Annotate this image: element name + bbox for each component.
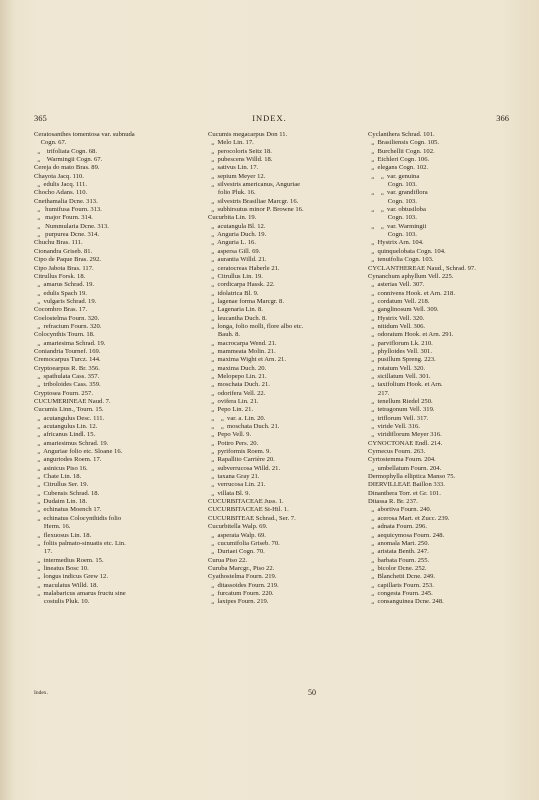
index-entry: Dinanthera Torr. et Gr. 101. (368, 489, 441, 497)
index-entry: 217. (368, 389, 390, 397)
index-entry: „ anguriodes Roem. 17. (34, 456, 102, 464)
index-entry: „ nitidum Vell. 306. (368, 322, 426, 330)
index-entry: „ acerosa Mart. et Zucc. 239. (368, 514, 450, 522)
index-entry: „ purpurea Dcne. 314. (34, 231, 99, 239)
index-entry: Ditassa R. Br. 237. (368, 498, 418, 506)
index-entry: „ intermedius Roem. 15. (34, 556, 104, 564)
index-entry: „ taxana Gray 21. (208, 473, 260, 481)
page-number-left: 365 (34, 113, 47, 123)
index-entry: „ longus indicus Grew 12. (34, 573, 108, 581)
index-entry: „ pusillum Spreng. 223. (368, 356, 436, 364)
index-entry: Coelostelma Fourn. 320. (34, 314, 100, 322)
index-entry: „ ovifera Lin. 21. (208, 398, 259, 405)
index-entry: „ quinquelobata Cogn. 104. (368, 247, 446, 255)
index-entry: „ trifoliata Cogn. 68. (34, 147, 97, 155)
index-entry: „ lagenae forma Marcgr. 8. (208, 297, 284, 305)
index-entry: „ refractum Fourn. 320. (34, 322, 102, 330)
index-entry: „ edulis Spach 19. (34, 289, 87, 297)
index-entry: „ villata Bl. 9. (208, 489, 251, 497)
index-entry: „ Duriaei Cogn. 70. (208, 548, 265, 556)
index-entry: „ laxipes Fourn. 219. (208, 598, 269, 606)
index-entry: Cogn. 103. (368, 197, 417, 205)
index-entry: „ amarus Schrad. 19. (34, 281, 95, 289)
index-entry: „ flexuosus Lin. 18. (34, 531, 92, 539)
index-entry: „ „ var. a. Lin. 20. (208, 414, 266, 422)
index-entry: folio Pluk. 16. (208, 189, 256, 197)
index-entry: Ceratosanthes tomentosa var. subnuda (34, 131, 135, 138)
index-entry: „ anomala Mart. 250. (368, 539, 430, 547)
index-entry: „ Nummularia Dcne. 313. (34, 222, 109, 230)
page-title: INDEX. (252, 113, 287, 123)
index-entry: „ sepium Meyer 12. (208, 172, 266, 180)
index-entry: „ bicolor Dcne. 252. (368, 564, 427, 572)
index-entry: „ furcatum Fourn. 220. (208, 589, 274, 597)
index-entry: „ triflorum Vell. 317. (368, 414, 429, 422)
index-entry: „ Eichleri Cogn. 106. (368, 156, 430, 164)
index-entry: „ Rapallito Carrière 20. (208, 456, 275, 464)
index-entry: „ maculatus Willd. 18. (34, 581, 99, 589)
index-entry: Curua Piso 22. (208, 556, 248, 564)
index-entry: „ Pepo Vell. 9. (208, 431, 252, 439)
index-entry: „ rotatum Vell. 320. (368, 364, 426, 372)
index-entry: „ aurantia Willd. 21. (208, 256, 267, 264)
index-entry: „ pyriformis Roem. 9. (208, 448, 271, 456)
index-entry: Cipo de Paque Bras. 292. (34, 256, 102, 264)
index-entry: „ cucumifolia Griseb. 70. (208, 539, 280, 547)
index-entry: Cyclanthera Schrad. 101. (368, 131, 435, 138)
index-entry: Cyrnecus Fourn. 263. (368, 448, 426, 456)
index-entry: „ Hystrix Arn. 104. (368, 239, 424, 247)
index-entry: „ echinatus Colocynthidis folio (34, 514, 122, 522)
index-entry: „ tenellum Riedel 250. (368, 398, 433, 405)
index-entry: 17. (34, 548, 53, 556)
index-entry: „ odoratum Hook. et Arn. 291. (368, 331, 454, 339)
index-entry: Herm. 16. (34, 523, 71, 531)
index-entry: Cionandra Griseb. 81. (34, 247, 93, 255)
index-entry: „ ganglinosum Vell. 309. (368, 306, 439, 314)
index-entry: Cucurbitella Walp. 69. (208, 523, 268, 531)
index-entry: „ capillaris Fourn. 253. (368, 581, 434, 589)
index-entry: Cogn. 103. (368, 181, 417, 189)
index-entry: „ Brasiliensis Cogn. 105. (368, 139, 440, 147)
index-entry: „ parviflorum Lk. 210. (368, 339, 433, 347)
index-entry: „ Melopepo Lin. 21. (208, 372, 267, 380)
index-entry: „ subverrucosa Willd. 21. (208, 464, 281, 472)
index-entry: „ aristata Benth. 247. (368, 548, 429, 556)
index-entry: „ moschata Duch. 21. (208, 381, 270, 389)
index-entry: „ Potiro Pers. 20. (208, 439, 259, 447)
index-entry: „ foliis palmato-sinuatis etc. Lin. (34, 539, 126, 547)
index-entry: „ macrocarpa Wend. 21. (208, 339, 277, 347)
index-entry: „ Lagenaria Lin. 8. (208, 306, 263, 314)
index-entry: „ Dudaim Lin. 18. (34, 498, 88, 506)
index-entry: „ silvestris Brasiliae Marcgr. 16. (208, 197, 299, 205)
index-entry: „ Anguria L. 16. (208, 239, 256, 247)
index-entry: „ echinatus Moench 17. (34, 506, 102, 514)
index-entry: „ edulis Jacq. 111. (34, 181, 87, 189)
index-entry: Bauh. 8. (208, 331, 241, 339)
index-entry: „ connivens Hook. et Arn. 218. (368, 289, 455, 297)
index-entry: Cucumis megacarpus Don 11. (208, 131, 288, 138)
index-entry: Chayota Jacq. 110. (34, 172, 84, 180)
index-entry: „ consanguinea Dcne. 248. (368, 598, 444, 606)
index-entry: „ triboloides Cass. 359. (34, 381, 101, 389)
index-entry: „ phylloides Vell. 301. (368, 347, 432, 355)
index-entry: „ silvestris americanus, Anguriae (208, 181, 301, 189)
index-entry: „ Burchellii Cogn. 102. (368, 147, 435, 155)
index-entry: CYCLANTHEREAE Naud., Schrad. 97. (368, 264, 476, 272)
index-entry: „ humifusa Fourn. 313. (34, 206, 102, 214)
index-entry: „ malabaricus amarus fructu sine (34, 589, 126, 597)
index-entry: Cnethamalia Dcne. 313. (34, 197, 98, 205)
index-entry: „ odorifera Vell. 22. (208, 389, 266, 397)
index-entry: „ africanus Lindl. 15. (34, 431, 96, 439)
index-entry: „ Pepo Lin. 21. (208, 406, 254, 414)
index-entry: „ lineatus Bosc 10. (34, 564, 89, 572)
signature-mark: Index. (34, 690, 48, 696)
index-entry: Citrullus Forsk. 18. (34, 272, 86, 280)
index-entry: Cyathostelma Fourn. 219. (208, 573, 277, 581)
index-entry: „ longa, folio molli, flore albo etc. (208, 322, 304, 330)
index-entry: „ asterias Vell. 307. (368, 281, 425, 289)
page-number-right: 366 (496, 113, 509, 123)
index-entry: Chocho Adans. 110. (34, 189, 88, 197)
index-entry: „ Melo Lin. 17. (208, 139, 254, 147)
index-entry: CUCURBITACEAE St-Hil. 1. (208, 506, 289, 514)
index-entry: „ maxima Wight et Arn. 21. (208, 356, 286, 364)
index-entry: „ maxima Duch. 20. (208, 364, 267, 372)
index-entry: „ pubescens Willd. 18. (208, 156, 273, 164)
index-entry: „ congesta Fourn. 245. (368, 589, 433, 597)
index-entry: „ leucantha Duch. 8. (208, 314, 267, 322)
index-entry: Cucurbita Lin. 19. (208, 214, 257, 222)
index-entry: „ Citrullus Ser. 19. (34, 481, 89, 489)
index-entry: „ tenuifolia Cogn. 103. (368, 256, 434, 264)
index-entry: „ viride Vell. 316. (368, 423, 420, 431)
index-entry: „ barbata Fourn. 255. (368, 556, 430, 564)
index-entry: „ taxifolium Hook. et Arn. (368, 381, 443, 389)
index-entry: Cogn. 103. (368, 231, 417, 239)
index-entry: „ Anguria Duch. 19. (208, 231, 267, 239)
index-entry: „ umbellatum Fourn. 204. (368, 464, 442, 472)
index-entry: Cyrtostemma Fourn. 204. (368, 456, 436, 464)
index-entry: „ mammeata Molin. 21. (208, 347, 276, 355)
index-entry: „ „ var. genuina (368, 172, 420, 180)
index-entry: „ adnata Fourn. 296. (368, 523, 427, 531)
index-entry: „ cordatum Vell. 218. (368, 297, 430, 305)
index-entry: „ amariesima Schrad. 19. (34, 339, 106, 347)
index-entry: CUCUMERINEAE Naud. 7. (34, 398, 111, 405)
index-entry: „ acutangulus Desc. 111. (34, 414, 105, 422)
index-entry: DIERVILLEAE Baillon 333. (368, 481, 445, 489)
index-entry: CUCURBITACEAE Juss. 1. (208, 498, 284, 506)
index-entry: „ Citrullus Lin. 19. (208, 272, 263, 280)
index-entry: „ viridiflorum Meyer 316. (368, 431, 442, 439)
index-entry: „ major Fourn. 314. (34, 214, 93, 222)
index-entry: CUCURBITEAE Schrad., Ser. 7. (208, 514, 296, 522)
index-entry: „ asinicus Piso 16. (34, 464, 88, 472)
index-entry: Chuchu Bras. 111. (34, 239, 83, 247)
index-entry: „ asperata Walp. 69. (208, 531, 266, 539)
index-column-2 (208, 131, 363, 607)
index-entry: „ amariesimus Schrad. 19. (34, 439, 109, 447)
index-entry: Cryptosea Fourn. 257. (34, 389, 93, 397)
index-entry: „ sativus Lin. 17. (208, 164, 259, 172)
index-entry: „ elegans Cogn. 102. (368, 164, 429, 172)
index-entry: „ „ moschata Duch. 21. (208, 423, 280, 431)
index-entry: Cogn. 67. (34, 139, 67, 147)
index-entry: „ Blanchetii Dcne. 249. (368, 573, 436, 581)
index-entry: Cogn. 103. (368, 214, 417, 222)
index-entry: Cucumis Linn., Tourn. 15. (34, 406, 104, 414)
index-entry: „ cordicarpa Hassk. 22. (208, 281, 275, 289)
index-entry: „ Cubensis Schrad. 18. (34, 489, 100, 497)
index-entry: „ abortiva Fourn. 240. (368, 506, 432, 514)
index-entry: „ Hystrix Vell. 320. (368, 314, 425, 322)
index-entry: „ Chate Lin. 18. (34, 473, 82, 481)
index-entry: Colocynthis Tourn. 18. (34, 331, 95, 339)
index-entry: Coniandria Tournef. 169. (34, 347, 101, 355)
index-entry: „ spathulata Cass. 357. (34, 372, 100, 380)
index-entry: „ „ var. Warmingii (368, 222, 427, 230)
index-entry: Curuba Marcgr., Piso 22. (208, 564, 275, 572)
index-entry: „ sicillatum Vell. 301. (368, 372, 431, 380)
index-entry: Cremocarpus Turcz. 144. (34, 356, 101, 364)
index-entry: „ Warmingii Cogn. 67. (34, 156, 103, 164)
index-entry: costulis Pluk. 10. (34, 598, 90, 606)
index-entry: CYNOCTONAE Endl. 214. (368, 439, 443, 447)
index-column-3 (368, 131, 513, 607)
index-entry: Cocombro Bras. 17. (34, 306, 88, 314)
index-entry: „ perocoloris Seitz 18. (208, 147, 272, 155)
index-entry: „ aspersa Gill. 69. (208, 247, 261, 255)
index-entry: „ „ var. obtusiloba (368, 206, 426, 214)
index-entry: „ tetragonum Vell. 319. (368, 406, 435, 414)
index-entry: „ subhirsutus minor P. Browne 16. (208, 206, 304, 214)
index-entry: „ ceratocreas Haberle 21. (208, 264, 280, 272)
index-entry: Dermophylla elliptica Manso 75. (368, 473, 456, 481)
index-entry: Cynanchum aphyllum Vell. 225. (368, 272, 454, 280)
index-entry: „ idolatrica Bl. 9. (208, 289, 259, 297)
index-entry: Cryptoearpus R. Br. 356. (34, 364, 100, 372)
index-entry: „ acutangulus Lin. 12. (34, 423, 98, 431)
sheet-number: 50 (308, 688, 316, 697)
index-entry: „ aequicymosa Fourn. 248. (368, 531, 445, 539)
index-column-1 (34, 131, 204, 607)
index-entry: „ vulgaris Schrad. 19. (34, 297, 97, 305)
index-entry: Cereja do mato Bras. 89. (34, 164, 100, 172)
index-entry: „ verrucosa Lin. 21. (208, 481, 266, 489)
index-entry: „ Anguriae folio etc. Sloane 16. (34, 448, 123, 456)
index-entry: „ „ var. grandiflora (368, 189, 428, 197)
index-entry: „ acutangula Bl. 12. (208, 222, 266, 230)
index-entry: Cipo Jabota Bras. 117. (34, 264, 94, 272)
index-entry: „ ditassoides Fourn. 219. (208, 581, 279, 589)
